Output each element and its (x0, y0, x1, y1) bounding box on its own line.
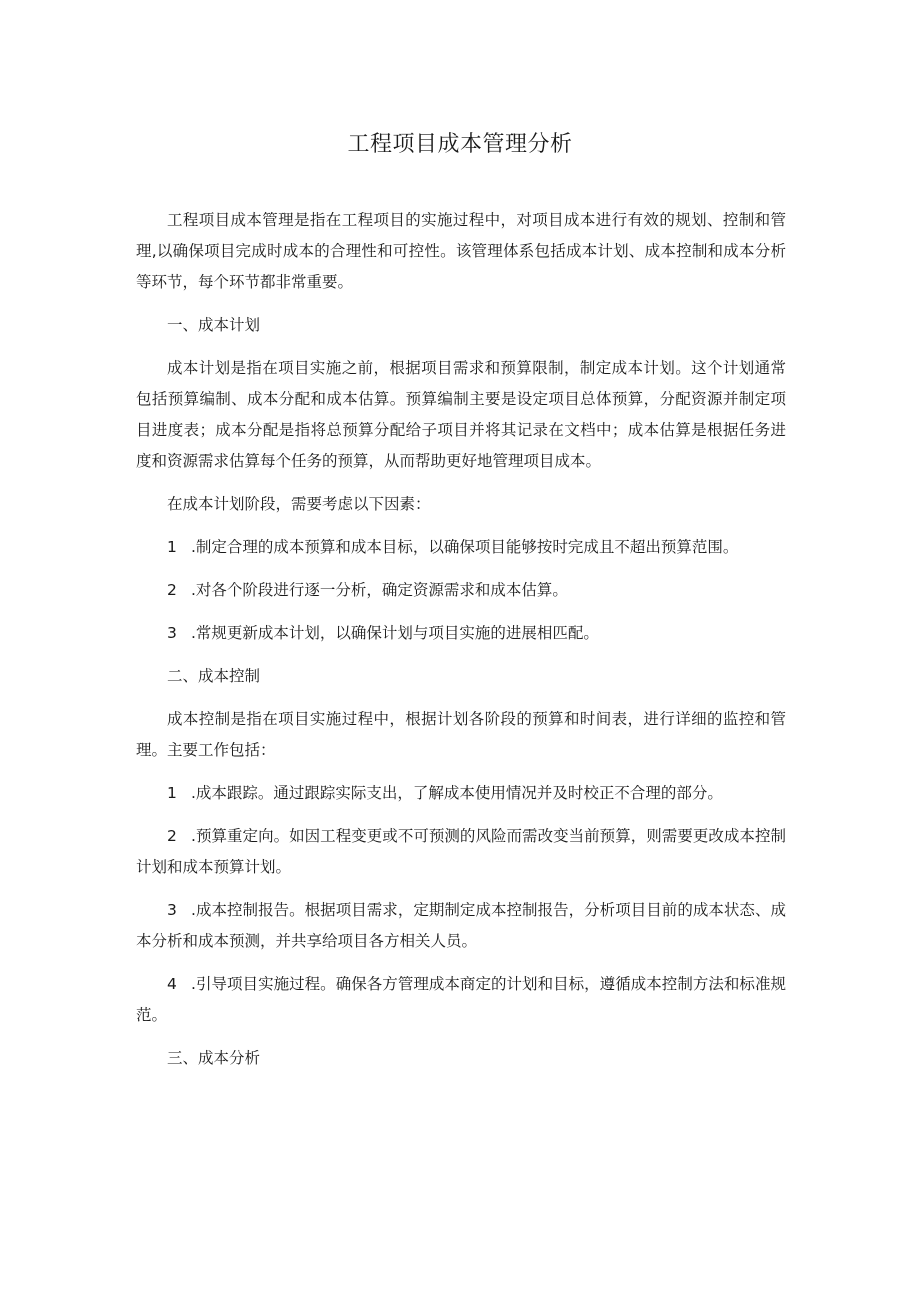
document-title: 工程项目成本管理分析 (347, 132, 573, 157)
item-text: .对各个阶段进行逐一分析，确定资源需求和成本估算。 (191, 581, 568, 599)
section-heading-cost-control: 二、成本控制 (167, 667, 261, 685)
item-text: .成本控制报告。根据项目需求，定期制定成本控制报告，分析项目目前的成本状态、成本分析和成本预测，并共享给项目各方相关人员。 (136, 901, 786, 950)
item-number: 4 (167, 975, 177, 993)
cost-plan-paragraph: 成本计划是指在项目实施之前，根据项目需求和预算限制，制定成本计划。这个计划通常包括预算编制、成本分配和成本估算。预算编制主要是设定项目总体预算，分配资源并制定项目进度表；成本分配是指将总预算分配给子项目并将其记录在文档中；成本估算是根据任务进度和资源需求估算每个任务的预算，从而帮助更好地管理项目成本。 (136, 359, 786, 470)
item-number: 1 (167, 538, 177, 556)
cost-plan-factors-intro: 在成本计划阶段，需要考虑以下因素： (167, 495, 431, 513)
item-number: 2 (167, 827, 177, 845)
item-text: .引导项目实施过程。确保各方管理成本商定的计划和目标，遵循成本控制方法和标准规范。 (136, 975, 786, 1024)
item-text: .成本跟踪。通过跟踪实际支出，了解成本使用情况并及时校正不合理的部分。 (191, 784, 723, 802)
item-number: 2 (167, 581, 177, 599)
section-heading-cost-analysis: 三、成本分析 (167, 1049, 261, 1067)
item-number: 3 (167, 624, 177, 642)
item-number: 3 (167, 901, 177, 919)
intro-paragraph: 工程项目成本管理是指在工程项目的实施过程中，对项目成本进行有效的规划、控制和管理,以确保项目完成时成本的合理性和可控性。该管理体系包括成本计划、成本控制和成本分析等环节，每个环节都非常重要。 (136, 211, 786, 291)
cost-plan-item-1 (136, 532, 786, 563)
cost-control-item-3 (136, 895, 786, 957)
cost-plan-item-2 (136, 575, 786, 606)
cost-control-item-2 (136, 821, 786, 883)
cost-plan-item-3 (136, 618, 786, 649)
item-text: .常规更新成本计划，以确保计划与项目实施的进展相匹配。 (191, 624, 599, 642)
cost-control-paragraph: 成本控制是指在项目实施过程中，根据计划各阶段的预算和时间表，进行详细的监控和管理。主要工作包括： (136, 710, 786, 759)
item-text: .制定合理的成本预算和成本目标，以确保项目能够按时完成且不超出预算范围。 (191, 538, 739, 556)
section-heading-cost-plan: 一、成本计划 (167, 316, 261, 334)
cost-control-item-4 (136, 969, 786, 1031)
item-text: .预算重定向。如因工程变更或不可预测的风险而需改变当前预算，则需要更改成本控制计划和成本预算计划。 (136, 827, 786, 876)
cost-control-item-1 (136, 778, 786, 809)
item-number: 1 (167, 784, 177, 802)
document-body (136, 205, 786, 1086)
